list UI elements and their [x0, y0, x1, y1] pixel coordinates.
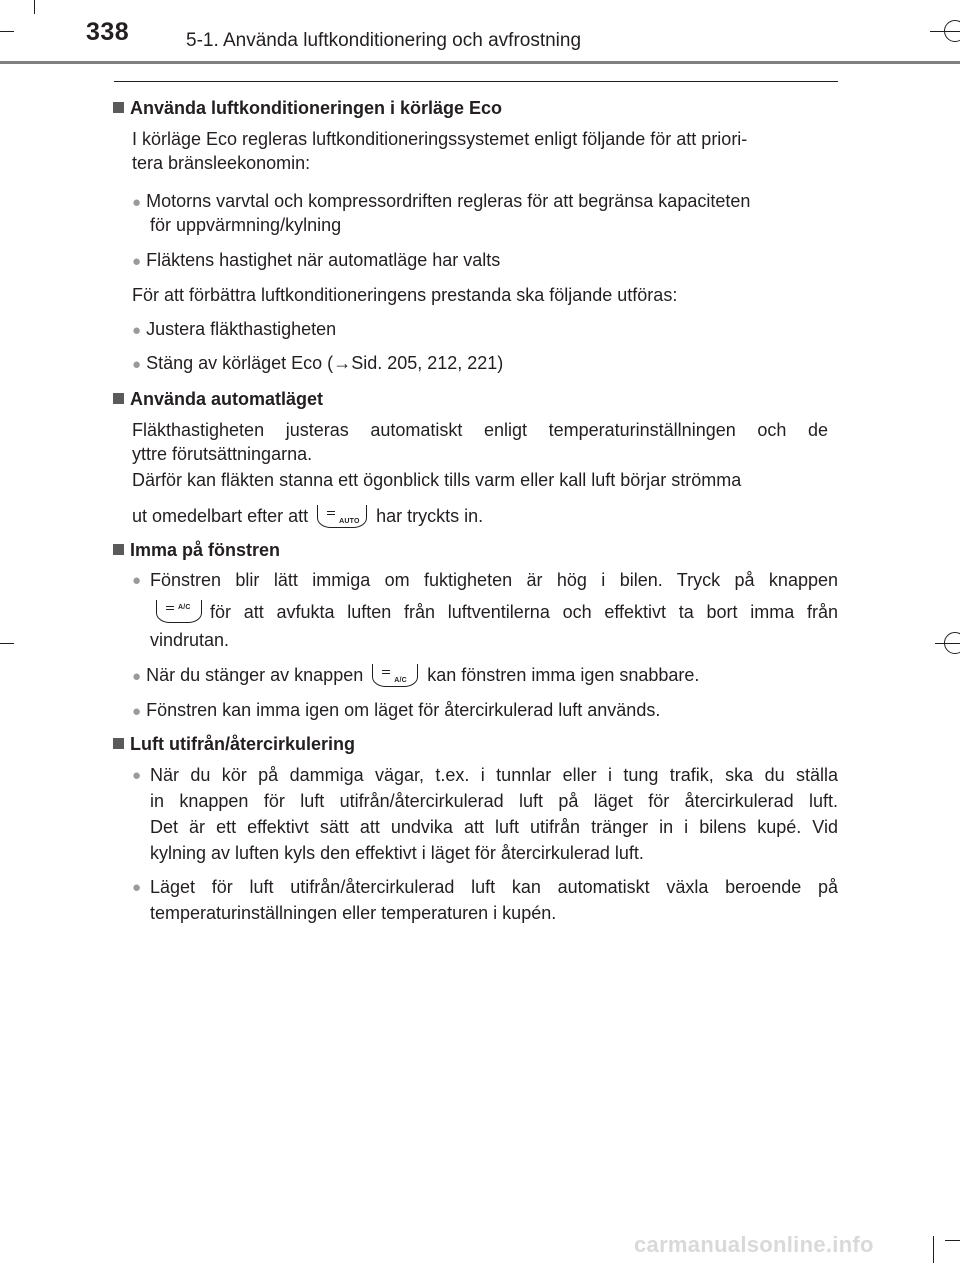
square-bullet-icon	[113, 393, 124, 404]
page-reference-link[interactable]: Sid. 205, 212, 221)	[351, 353, 504, 373]
list-item: ● Motorns varvtal och kompressordriften regleras för att begränsa kapaciteten	[132, 191, 751, 211]
circle-bullet-icon: ●	[132, 194, 142, 211]
circle-bullet-icon: ●	[132, 668, 142, 685]
section-heading-eco: Använda luftkonditioneringen i körläge Eco	[113, 95, 502, 121]
list-item-continuation: för att avfukta luften från luftventilerna och effektivt ta bort imma från	[210, 602, 838, 622]
section-heading-auto: Använda automatläget	[113, 386, 323, 412]
list-item: Fönstren blir lätt immiga om fuktigheten är hög i bilen. Tryck på knappen	[150, 570, 838, 590]
circle-bullet-icon: ●	[132, 356, 142, 373]
list-item: ● Fläktens hastighet när automatläge har valts	[132, 250, 501, 270]
crop-mark	[0, 643, 14, 644]
paragraph-line: Fläkthastigheten justeras automatiskt enligt temperaturinställningen och de	[132, 420, 828, 440]
auto-button-icon: AUTO	[317, 505, 367, 528]
registration-mark-icon	[944, 20, 960, 42]
list-item: ● Stäng av körläget Eco (→Sid. 205, 212, 221)	[132, 353, 504, 373]
paragraph-line: Därför kan fläkten stanna ett ögonblick tills varm eller kall luft börjar strömma	[132, 470, 742, 490]
paragraph	[132, 417, 828, 443]
list-item: ● När du stänger av knappen A/C kan fönstren imma igen snabbare.	[132, 665, 700, 685]
watermark: carmanualsonline.info	[634, 1232, 874, 1257]
circle-bullet-icon: ●	[132, 253, 142, 270]
crop-mark	[34, 0, 35, 14]
circle-bullet-icon: ●	[132, 322, 142, 339]
list-item: ● Fönstren kan imma igen om läget för återcirkulerad luft används.	[132, 700, 661, 720]
paragraph-line: ut omedelbart efter att AUTO har tryckts in.	[132, 506, 484, 526]
content-rule	[114, 81, 838, 82]
paragraph-line: I körläge Eco regleras luftkonditioneringssystemet enligt följande för att priori-	[132, 129, 748, 149]
paragraph-line: tera bränsleekonomin:	[132, 153, 311, 173]
circle-bullet-icon: ●	[132, 879, 142, 896]
list-item: När du kör på dammiga vägar, t.ex. i tunnlar eller i tung trafik, ska du ställa in knappen för luft utifrån/återcirkulerad luft på läget för återcirkulerad luft. Det är ett effektivt sätt att undvika att luft utifrån tränger in i bilens kupé. Vid kylning av luften kyls den effektivt i läget för återcirkulerad luft.	[150, 765, 838, 863]
square-bullet-icon	[113, 102, 124, 113]
ac-button-icon: A/C	[156, 600, 202, 623]
list-item-continuation: för uppvärmning/kylning	[150, 215, 342, 235]
header-rule	[0, 61, 960, 64]
circle-bullet-icon: ●	[132, 767, 142, 784]
list-item-continuation: vindrutan.	[150, 630, 230, 650]
crop-mark	[0, 31, 14, 32]
square-bullet-icon	[113, 544, 124, 555]
arrow-right-icon: →	[333, 353, 352, 373]
ac-button-icon: A/C	[372, 664, 418, 687]
section-title: 5-1. Använda luftkonditionering och avfrostning	[186, 30, 582, 51]
section-heading-fog: Imma på fönstren	[113, 537, 280, 563]
registration-mark-icon	[944, 632, 960, 654]
paragraph-line: yttre förutsättningarna.	[132, 444, 313, 464]
circle-bullet-icon: ●	[132, 703, 142, 720]
crop-mark	[933, 1236, 934, 1263]
paragraph-line: För att förbättra luftkonditioneringens prestanda ska följande utföras:	[132, 285, 678, 305]
square-bullet-icon	[113, 738, 124, 749]
section-heading-recirculation: Luft utifrån/återcirkulering	[113, 731, 355, 757]
list-item: ● Justera fläkthastigheten	[132, 319, 337, 339]
crop-mark	[945, 1240, 960, 1241]
page-number: 338	[86, 18, 130, 46]
list-item: Läget för luft utifrån/återcirkulerad luft kan automatiskt växla beroende på temperaturinställningen eller temperaturen i kupén.	[150, 877, 838, 923]
circle-bullet-icon: ●	[132, 572, 142, 589]
